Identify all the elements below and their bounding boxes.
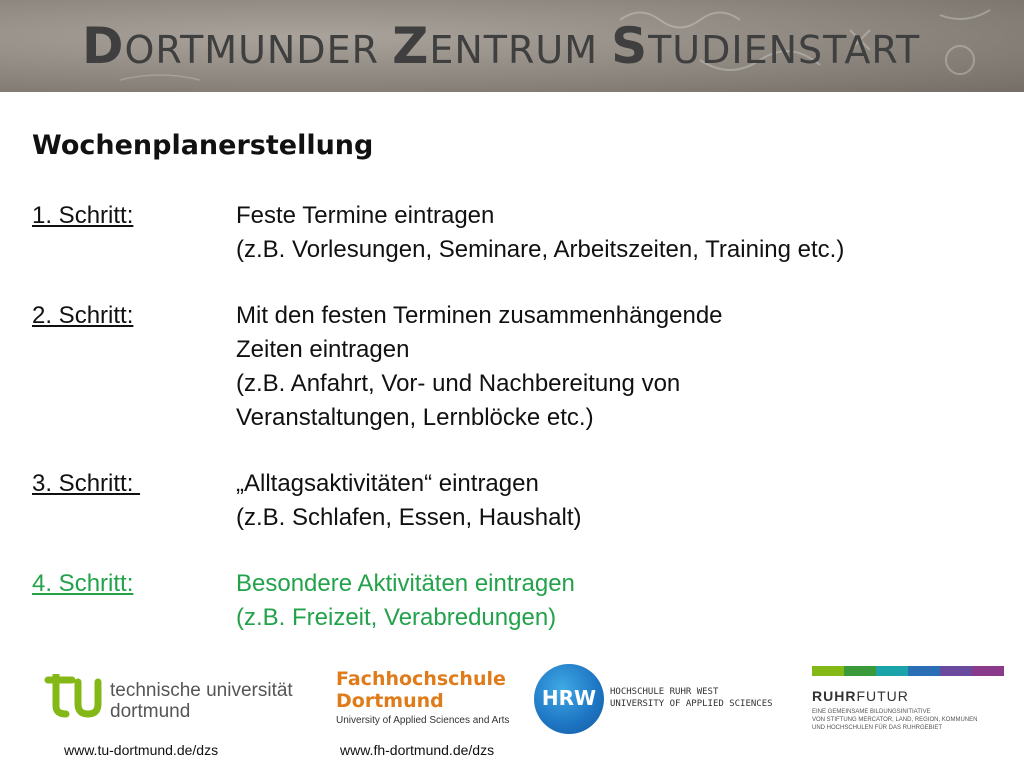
ruhrfutur-color-bars [812, 666, 1004, 676]
ruhrfutur-desc-line: EINE GEMEINSAME BILDUNGSINITIATIVE [812, 709, 931, 715]
hrw-logo-icon [534, 664, 604, 734]
ruhrfutur-title-rest: FUTUR [856, 688, 909, 704]
page-title: Wochenplanerstellung [32, 130, 374, 161]
fh-subtitle: University of Applied Sciences and Arts [336, 715, 510, 726]
step-line: (z.B. Schlafen, Essen, Haushalt) [236, 504, 582, 531]
step-label: 4. Schritt: [32, 570, 134, 597]
fh-logo [336, 668, 509, 726]
step-4 [32, 567, 1012, 635]
banner-initial: Z [392, 17, 430, 75]
ruhrfutur-title-bold: RUHR [812, 688, 857, 704]
step-2 [32, 299, 1012, 435]
step-line: Besondere Aktivitäten eintragen [236, 570, 575, 597]
banner-word: ENTRUM [429, 28, 612, 72]
ruhrfutur-bar [972, 666, 1004, 676]
banner-word: TUDIENSTART [648, 28, 921, 72]
hrw-badge-text: HRW [541, 686, 597, 710]
step-line: (z.B. Vorlesungen, Seminare, Arbeitszeiten, Training etc.) [236, 236, 845, 263]
hrw-name-line2: UNIVERSITY OF APPLIED SCIENCES [610, 699, 773, 709]
step-text [236, 567, 1012, 635]
step-1 [32, 199, 1012, 267]
step-3 [32, 467, 1012, 535]
step-label: 1. Schritt: [32, 202, 134, 229]
ruhrfutur-bar [908, 666, 940, 676]
ruhrfutur-bar [844, 666, 876, 676]
step-line: (z.B. Anfahrt, Vor- und Nachbereitung von [236, 370, 681, 397]
tu-name-line1: technische universität [110, 680, 293, 701]
step-line: (z.B. Freizeit, Verabredungen) [236, 604, 557, 631]
step-label: 3. Schritt: [32, 470, 141, 497]
ruhrfutur-desc-line: UND HOCHSCHULEN FÜR DAS RUHRGEBIET [812, 725, 943, 731]
banner-title [82, 14, 920, 82]
step-line: Feste Termine eintragen [236, 202, 495, 229]
tu-logo-icon [44, 674, 104, 718]
ruhrfutur-bar [940, 666, 972, 676]
footer-logos [0, 650, 1024, 768]
banner-word: ORTMUNDER [124, 28, 393, 72]
step-text [236, 467, 1012, 535]
step-line: Veranstaltungen, Lernblöcke etc.) [236, 404, 594, 431]
banner-initial: D [82, 17, 125, 75]
step-text [236, 299, 1012, 435]
tu-logo-text [110, 680, 293, 722]
step-line: „Alltagsaktivitäten“ eintragen [236, 470, 539, 497]
step-label: 2. Schritt: [32, 302, 134, 329]
header-banner [0, 0, 1024, 92]
ruhrfutur-bar [812, 666, 844, 676]
step-text [236, 199, 1012, 267]
fh-url-link[interactable]: www.fh-dortmund.de/dzs [340, 742, 495, 758]
ruhrfutur-bar [876, 666, 908, 676]
banner-initial: S [611, 17, 649, 75]
tu-url-link[interactable]: www.tu-dortmund.de/dzs [64, 742, 219, 758]
ruhrfutur-title [812, 688, 909, 704]
fh-name-line1: Fachhochschule [336, 668, 506, 690]
tu-name-line2: dortmund [110, 701, 191, 722]
hrw-name-line1: HOCHSCHULE RUHR WEST [610, 687, 719, 697]
hrw-logo-text [610, 686, 773, 710]
ruhrfutur-desc-line: VON STIFTUNG MERCATOR, LAND, REGION, KOMMUNEN [812, 717, 978, 723]
step-line: Mit den festen Terminen zusammenhängende [236, 302, 723, 329]
fh-name-line2: Dortmund [336, 690, 444, 712]
steps-list [32, 199, 1012, 667]
step-line: Zeiten eintragen [236, 336, 410, 363]
ruhrfutur-description [812, 708, 1012, 732]
